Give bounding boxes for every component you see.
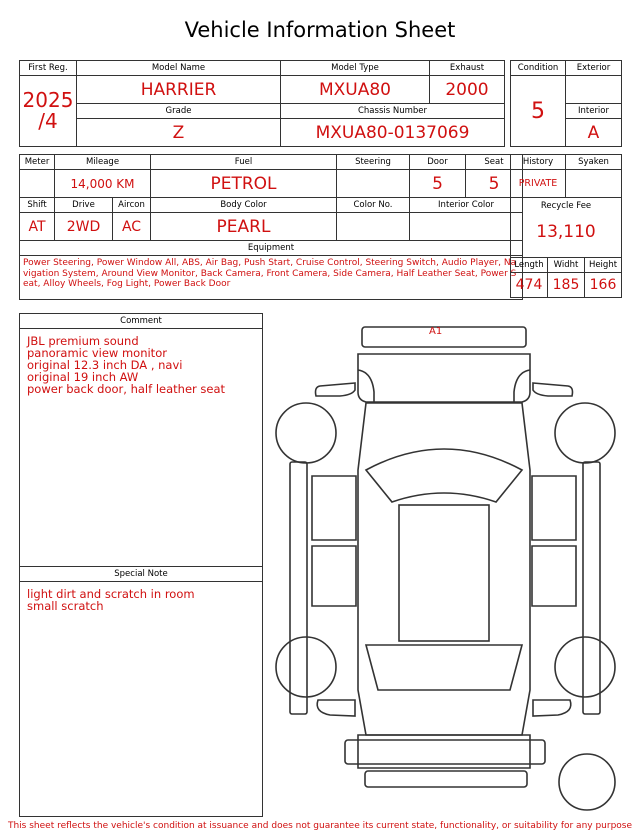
syaken-label: Syaken — [566, 155, 622, 170]
front-bumper — [362, 327, 526, 347]
rear-bumper — [345, 740, 545, 764]
exhaust-value: 2000 — [430, 76, 505, 104]
color-no-label: Color No. — [337, 198, 410, 213]
right-front-door — [532, 476, 576, 540]
left-front-door — [312, 476, 356, 540]
door-value: 5 — [410, 170, 466, 198]
right-sill — [583, 462, 600, 714]
condition-label: Condition — [511, 61, 566, 76]
height-value: 166 — [585, 273, 622, 298]
seat-value: 5 — [466, 170, 523, 198]
grade-value: Z — [77, 119, 281, 147]
rear-window — [366, 645, 522, 690]
door-label: Door — [410, 155, 466, 170]
fuel-label: Fuel — [151, 155, 337, 170]
width-label: Widht — [548, 258, 585, 273]
shift-value: AT — [20, 213, 55, 241]
sheet-title: Vehicle Information Sheet — [184, 18, 456, 42]
vehicle-damage-diagram — [270, 320, 620, 815]
first-reg-year: 2025 — [22, 88, 74, 112]
interior-color-label: Interior Color — [410, 198, 523, 213]
drive-value: 2WD — [55, 213, 113, 241]
height-label: Height — [585, 258, 622, 273]
first-reg-month: /4 — [38, 109, 58, 133]
chassis-number-value: MXUA80-0137069 — [281, 119, 505, 147]
body-color-value: PEARL — [151, 213, 337, 241]
front-left-fender — [316, 383, 356, 396]
front-left-wheel — [276, 403, 336, 463]
diagram-mark-a1: A1 — [429, 326, 443, 337]
comment-label: Comment — [20, 314, 262, 329]
seat-label: Seat — [466, 155, 523, 170]
length-label: Length — [511, 258, 548, 273]
model-type-label: Model Type — [281, 61, 430, 76]
history-label: History — [511, 155, 566, 170]
interior-label: Interior — [566, 104, 622, 119]
history-table — [510, 154, 622, 298]
meter-label: Meter — [20, 155, 55, 170]
front-right-fender — [533, 383, 573, 396]
rear-left-wheel — [276, 637, 336, 697]
spare-wheel — [559, 754, 615, 810]
syaken-value — [566, 170, 622, 198]
history-value: PRIVATE — [511, 170, 566, 198]
shift-label: Shift — [20, 198, 55, 213]
length-value: 474 — [511, 273, 548, 298]
special-note-label: Special Note — [20, 567, 262, 582]
right-rear-door — [532, 546, 576, 606]
grade-label: Grade — [77, 104, 281, 119]
rear-right-quarter — [533, 700, 571, 716]
cabin-outline — [358, 403, 530, 735]
steering-label: Steering — [337, 155, 410, 170]
exhaust-label: Exhaust — [430, 61, 505, 76]
front-right-corner — [514, 370, 530, 402]
recycle-fee-cell — [511, 198, 622, 258]
model-type-value: MXUA80 — [281, 76, 430, 104]
rear-panel — [365, 771, 527, 787]
vehicle-details-table — [19, 154, 523, 300]
model-name-value: HARRIER — [77, 76, 281, 104]
equipment-value: Power Steering, Power Window All, ABS, Air Bag, Push Start, Cruise Control, Steering Switch, Audio Player, Navigation System, Around View Monitor, Back Camera, Front Camera, Side Camera, Half Leather Seat, Power Seat, Alloy Wheels, Fog Light, Power Back Door — [20, 256, 523, 300]
comment-text — [20, 329, 262, 401]
special-note-text — [20, 582, 262, 618]
rear-right-wheel — [555, 637, 615, 697]
recycle-fee-value: 13,110 — [536, 222, 596, 242]
condition-table — [510, 60, 622, 147]
chassis-number-label: Chassis Number — [281, 104, 505, 119]
comment-line: panoramic view monitor — [27, 346, 167, 360]
special-note-box — [19, 566, 263, 817]
color-no-value — [337, 213, 410, 241]
mileage-value: 14,000 KM — [55, 170, 151, 198]
meter-value — [20, 170, 55, 198]
special-note-line: light dirt and scratch in room — [27, 587, 195, 601]
first-reg-label: First Reg. — [20, 61, 77, 76]
left-sill — [290, 462, 307, 714]
comment-line: power back door, half leather seat — [27, 382, 226, 396]
front-body — [358, 354, 530, 402]
equipment-label: Equipment — [20, 241, 523, 256]
first-reg-value — [20, 76, 77, 147]
footer-disclaimer: This sheet reflects the vehicle's condition at issuance and does not guarantee its current state, functionality, or suitability for any purpose — [7, 821, 633, 831]
rear-left-quarter — [317, 700, 355, 716]
condition-value: 5 — [511, 76, 566, 147]
comment-line: JBL premium sound — [27, 334, 139, 348]
model-name-label: Model Name — [77, 61, 281, 76]
body-color-label: Body Color — [151, 198, 337, 213]
exterior-label: Exterior — [566, 61, 622, 76]
roof — [399, 505, 489, 641]
steering-value — [337, 170, 410, 198]
mileage-label: Mileage — [55, 155, 151, 170]
interior-color-value — [410, 213, 523, 241]
drive-label: Drive — [55, 198, 113, 213]
aircon-label: Aircon — [113, 198, 151, 213]
vehicle-main-table — [19, 60, 505, 147]
special-note-line: small scratch — [27, 599, 104, 613]
left-rear-door — [312, 546, 356, 606]
comment-line: original 12.3 inch DA , navi — [27, 358, 183, 372]
front-left-corner — [358, 370, 374, 402]
recycle-fee-label: Recycle Fee — [540, 201, 592, 211]
windshield — [366, 449, 522, 502]
interior-value: A — [566, 119, 622, 147]
front-right-wheel — [555, 403, 615, 463]
fuel-value: PETROL — [151, 170, 337, 198]
aircon-value: AC — [113, 213, 151, 241]
comment-line: original 19 inch AW — [27, 370, 139, 384]
width-value: 185 — [548, 273, 585, 298]
comment-box — [19, 313, 263, 567]
exterior-value — [566, 76, 622, 104]
